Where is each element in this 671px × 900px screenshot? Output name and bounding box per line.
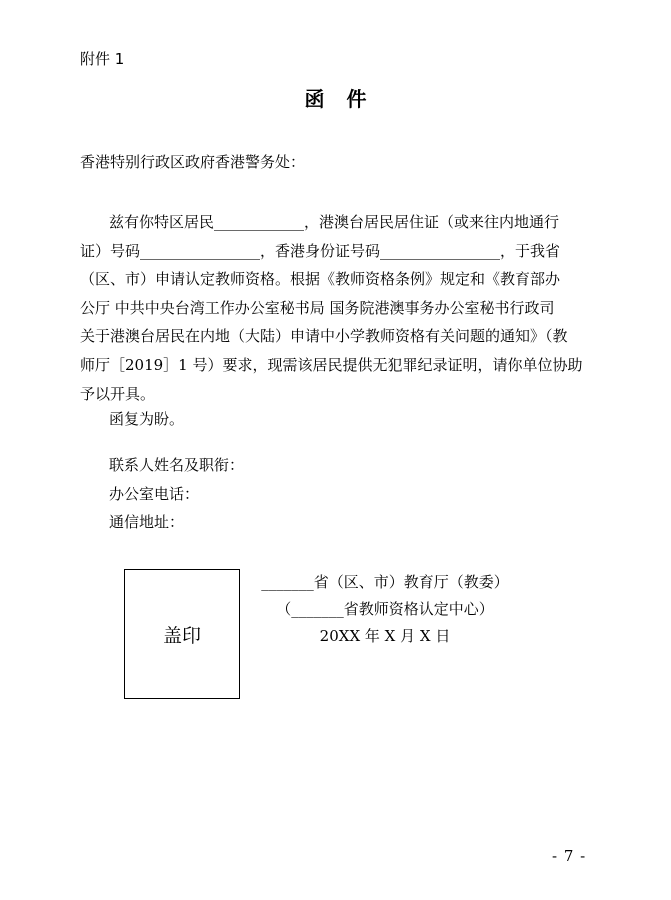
addressee: 香港特别行政区政府香港警务处： xyxy=(80,153,306,171)
attachment-label: 附件 1 xyxy=(80,50,125,68)
date-line: 20XX 年 X 月 X 日 xyxy=(319,627,451,645)
mailing-address: 通信地址： xyxy=(109,513,185,531)
seal-label: 盖印 xyxy=(162,624,201,647)
body-line: 公厅 中共中央台湾工作办公室秘书局 国务院港澳事务办公室秘书行政司 xyxy=(80,299,555,317)
body-line: 师厅［2019］1 号）要求，现需该居民提供无犯罪纪录证明，请你单位协助 xyxy=(80,356,583,374)
document-title: 函件 xyxy=(304,87,389,111)
certification-center-line: （_______省教师资格认定中心） xyxy=(276,600,494,618)
closing-line: 函复为盼。 xyxy=(109,410,185,428)
body-line: 予以开具。 xyxy=(80,385,156,403)
issuer-line: _______省（区、市）教育厅（教委） xyxy=(261,573,509,591)
page-number: - 7 - xyxy=(552,847,587,865)
body-line: 关于港澳台居民在内地（大陆）申请中小学教师资格有关问题的通知》（教 xyxy=(80,327,568,345)
contact-name-title: 联系人姓名及职衔： xyxy=(109,456,245,474)
seal-box xyxy=(124,569,240,699)
body-line: 兹有你特区居民____________，港澳台居民居住证（或来往内地通行 xyxy=(109,213,560,231)
office-phone: 办公室电话： xyxy=(109,485,200,503)
body-line: （区、市）申请认定教师资格。根据《教师资格条例》规定和《教育部办 xyxy=(80,270,561,288)
body-line: 证）号码________________，香港身份证号码________________，于我省 xyxy=(80,242,561,260)
